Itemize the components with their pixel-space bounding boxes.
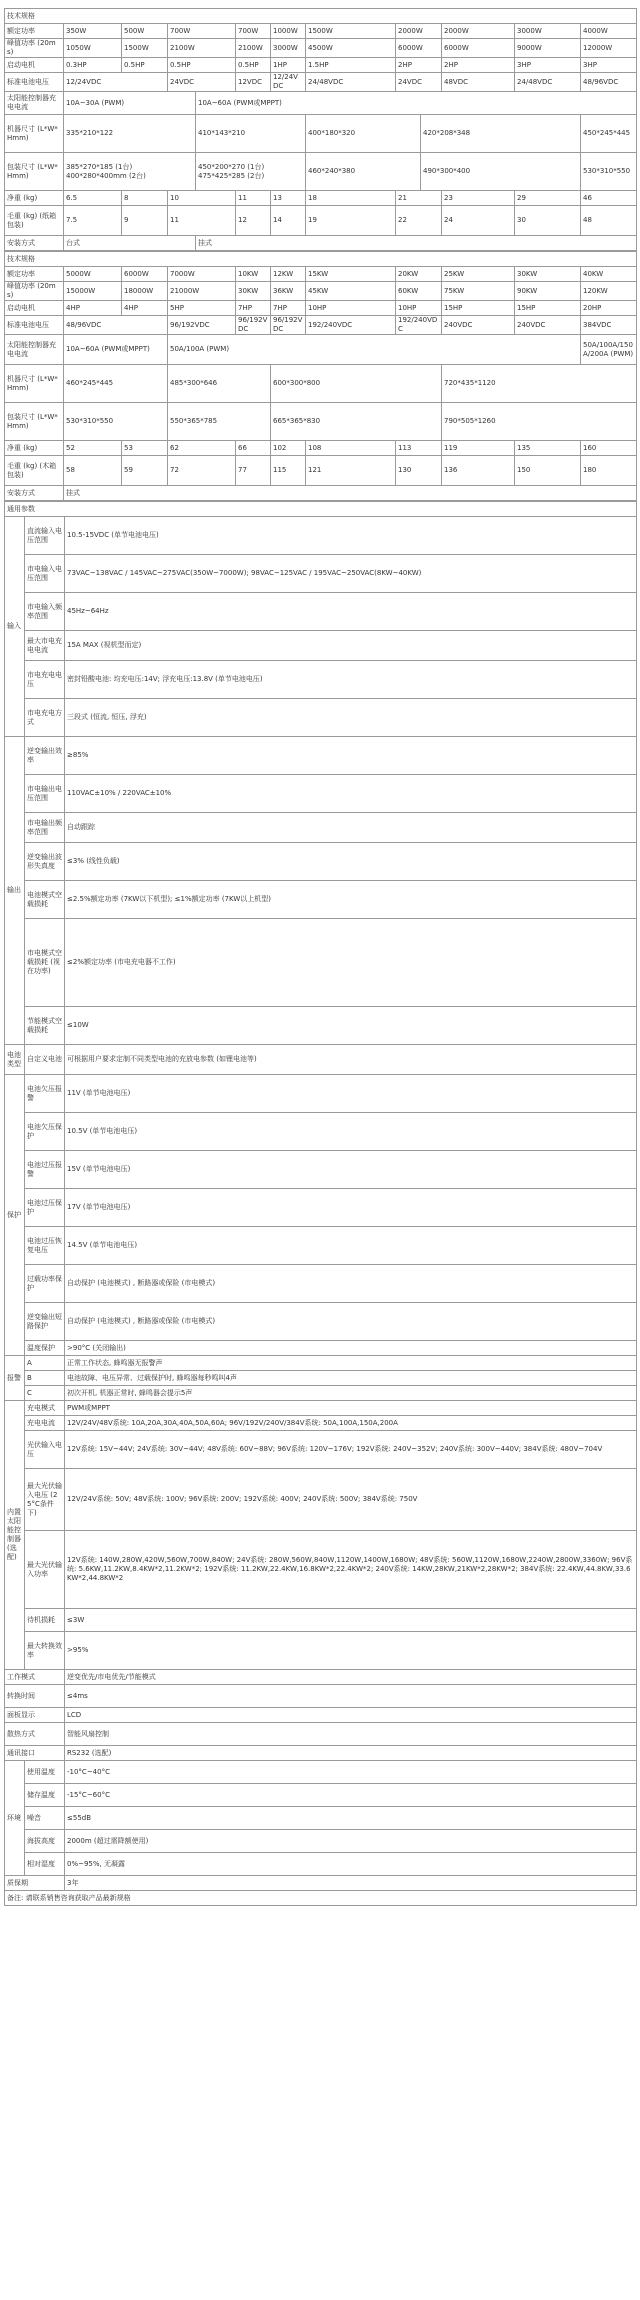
group-label: 输出	[5, 737, 25, 1045]
table-row: 额定功率 350W 500W 700W 700W 1000W 1500W 2000W 2000W 3000W 4000W	[5, 24, 637, 39]
table-row: 包装尺寸 (L*W*Hmm) 530*310*550 550*365*785 665*365*830 790*505*1260	[5, 403, 637, 441]
table-row: 电池过压恢复电压 14.5V (单节电池电压)	[5, 1227, 637, 1265]
table-row: 市电输出电压范围 110VAC±10% / 220VAC±10%	[5, 775, 637, 813]
table-row: 工作模式 逆变优先/市电优先/节能模式	[5, 1670, 637, 1685]
table-row: 保护 电池欠压报警 11V (单节电池电压)	[5, 1075, 637, 1113]
table-row: 标准电池电压 12/24VDC 24VDC 12VDC 12/24VDC 24/48VDC 24VDC 48VDC 24/48VDC 48/96VDC	[5, 73, 637, 92]
table-row: 市电充电电压 密封铅酸电池: 均充电压:14V; 浮充电压:13.8V (单节电池电压)	[5, 661, 637, 699]
table-row: 过载功率保护 自动保护 (电池模式) , 断路器或保险 (市电模式)	[5, 1265, 637, 1303]
table-row: 电池过压报警 15V (单节电池电压)	[5, 1151, 637, 1189]
table-row: 安装方式 挂式	[5, 486, 637, 501]
table-row	[5, 1891, 637, 1906]
table-row: 峰值功率 (20ms) 15000W 18000W 21000W 30KW 36KW 45KW 60KW 75KW 90KW 120KW	[5, 282, 637, 301]
group-label: 报警	[5, 1356, 25, 1401]
table-row: 电池模式空载损耗 ≤2.5%额定功率 (7KW以下机型); ≤1%额定功率 (7KW以上机型)	[5, 881, 637, 919]
table-row: 市电模式空载损耗 (视在功率) ≤2%额定功率 (市电充电器不工作)	[5, 919, 637, 1007]
table-row: 通讯接口 RS232 (选配)	[5, 1746, 637, 1761]
table-row: 电池类型 自定义电池 可根据用户要求定制不同类型电池的充放电参数 (如锂电池等)	[5, 1045, 637, 1075]
table-row: 最大市电充电电流 15A MAX (视机型而定)	[5, 631, 637, 661]
table-row: 输出 逆变输出效率 ≥85%	[5, 737, 637, 775]
table-row: 标准电池电压 48/96VDC 96/192VDC 96/192VDC 96/192VDC 192/240VDC 192/240VDC 240VDC 240VDC 384VDC	[5, 316, 637, 335]
table-row: 峰值功率 (20ms) 1050W 1500W 2100W 2100W 3000W 4500W 6000W 6000W 9000W 12000W	[5, 39, 637, 58]
spec-page	[0, 8, 640, 2300]
table-row: 噪音 ≤55dB	[5, 1807, 637, 1830]
section-title: 通用参数	[5, 502, 637, 517]
table-row: 环境 使用温度 -10°C~40°C	[5, 1761, 637, 1784]
group-label: 环境	[5, 1761, 25, 1876]
table-row: 净重 (kg) 52 53 62 66 102 108 113 119 135 160	[5, 441, 637, 456]
spec-table-low-power	[4, 8, 637, 251]
table-row: 节能模式空载损耗 ≤10W	[5, 1007, 637, 1045]
table-row: 相对湿度 0%~95%, 无凝露	[5, 1853, 637, 1876]
table-row: 电池过压保护 17V (单节电池电压)	[5, 1189, 637, 1227]
table-row: 光伏输入电压 12V系统: 15V~44V; 24V系统: 30V~44V; 48V系统: 60V~88V; 96V系统: 120V~176V; 192V系统: 240V~352V; 240V系统: 300V~440V; 384V系统: 480V~704V	[5, 1431, 637, 1469]
table-row: 太阳能控制器充电电流 10A~30A (PWM) 10A~60A (PWM或MPPT)	[5, 92, 637, 115]
table-row: 储存温度 -15°C~60°C	[5, 1784, 637, 1807]
spec-table-high-power	[4, 251, 637, 501]
table-row: 额定功率 5000W 6000W 7000W 10KW 12KW 15KW 20KW 25KW 30KW 40KW	[5, 267, 637, 282]
table-row: 质保期 3年	[5, 1876, 637, 1891]
table-row: 逆变输出波形失真度 ≤3% (线性负载)	[5, 843, 637, 881]
table-row: 毛重 (kg) (纸箱包装) 7.5 9 11 12 14 19 22 24 30 48	[5, 206, 637, 236]
table-row: 启动电机 4HP 4HP 5HP 7HP 7HP 10HP 10HP 15HP 15HP 20HP	[5, 301, 637, 316]
table-row: 面板显示 LCD	[5, 1708, 637, 1723]
table-row: 机器尺寸 (L*W*Hmm) 460*245*445 485*300*646 600*300*800 720*435*1120	[5, 365, 637, 403]
table-row: B 电池故障、电压异常、过载保护时, 蜂鸣器每秒鸣叫4声	[5, 1371, 637, 1386]
table-row: C 初次开机, 机器正常时, 蜂鸣器会提示5声	[5, 1386, 637, 1401]
table-row: 输入 直流输入电压范围 10.5-15VDC (单节电池电压)	[5, 517, 637, 555]
table-row: 包装尺寸 (L*W*Hmm) 385*270*185 (1台) 400*280*400mm (2台) 450*200*270 (1台) 475*425*285 (2台) 460*240*380 490*300*400 530*310*550	[5, 153, 637, 191]
table-row: 转换时间 ≤4ms	[5, 1685, 637, 1708]
general-params-table	[4, 501, 637, 1906]
table-row: 逆变输出短路保护 自动保护 (电池模式) , 断路器或保险 (市电模式)	[5, 1303, 637, 1341]
table-row: 温度保护 >90°C (关闭输出)	[5, 1341, 637, 1356]
table-row: 报警 A 正常工作状态, 蜂鸣器无报警声	[5, 1356, 637, 1371]
table-row: 最大光伏输入功率 12V系统: 140W,280W,420W,560W,700W,840W; 24V系统: 280W,560W,840W,1120W,1400W,1680W; 48V系统: 560W,1120W,1680W,2240W,2800W,3360W; 96V系统: 5.6KW,11.2KW,8.4KW*2,11.2KW*2; 192V系统: 11.2KW,22.4KW,16.8KW*2,22.4KW*2; 240V系统: 14KW,28KW,21KW*2,28KW*2; 384V系统: 22.4KW,44.8KW,33.6KW*2,44.8KW*2	[5, 1531, 637, 1609]
table-row: 海拔高度 2000m (超过需降额使用)	[5, 1830, 637, 1853]
table-row: 市电充电方式 三段式 (恒流, 恒压, 浮充)	[5, 699, 637, 737]
table-row: 市电输入频率范围 45Hz~64Hz	[5, 593, 637, 631]
table-row: 待机损耗 ≤3W	[5, 1609, 637, 1632]
table-row: 内置太阳能控制器 (选配) 充电模式 PWM或MPPT	[5, 1401, 637, 1416]
table-row: 毛重 (kg) (木箱包装) 58 59 72 77 115 121 130 136 150 180	[5, 456, 637, 486]
table-row: 太阳能控制器充电电流 10A~60A (PWM或MPPT) 50A/100A (PWM) 50A/100A/150A/200A (PWM)	[5, 335, 637, 365]
table-row: 最大转换效率 >95%	[5, 1632, 637, 1670]
group-label: 内置太阳能控制器 (选配)	[5, 1401, 25, 1670]
table-row: 净重 (kg) 6.5 8 10 11 13 18 21 23 29 46	[5, 191, 637, 206]
section-title: 技术规格	[5, 252, 637, 267]
table-row: 机器尺寸 (L*W*Hmm) 335*210*122 410*143*210 400*180*320 420*208*348 450*245*445	[5, 115, 637, 153]
table-row: 安装方式 台式 挂式	[5, 236, 637, 251]
section-title: 技术规格	[5, 9, 637, 24]
table-row: 散热方式 智能风扇控制	[5, 1723, 637, 1746]
table-row: 电池欠压保护 10.5V (单节电池电压)	[5, 1113, 637, 1151]
table-row: 充电电流 12V/24V/48V系统: 10A,20A,30A,40A,50A,60A; 96V/192V/240V/384V系统: 50A,100A,150A,200A	[5, 1416, 637, 1431]
table-row: 市电输出频率范围 自动跟踪	[5, 813, 637, 843]
group-label: 输入	[5, 517, 25, 737]
table-row: 市电输入电压范围 73VAC~138VAC / 145VAC~275VAC(350W~7000W); 98VAC~125VAC / 195VAC~250VAC(8KW~40KW)	[5, 555, 637, 593]
note: 备注: 请联系销售咨询获取产品最新规格	[5, 1891, 637, 1906]
table-row: 启动电机 0.3HP 0.5HP 0.5HP 0.5HP 1HP 1.5HP 2HP 2HP 3HP 3HP	[5, 58, 637, 73]
group-label: 保护	[5, 1075, 25, 1356]
table-row: 最大光伏输入电压 (25°C条件下) 12V/24V系统: 50V; 48V系统: 100V; 96V系统: 200V; 192V系统: 400V; 240V系统: 500V; 384V系统: 750V	[5, 1469, 637, 1531]
group-label: 电池类型	[5, 1045, 25, 1075]
